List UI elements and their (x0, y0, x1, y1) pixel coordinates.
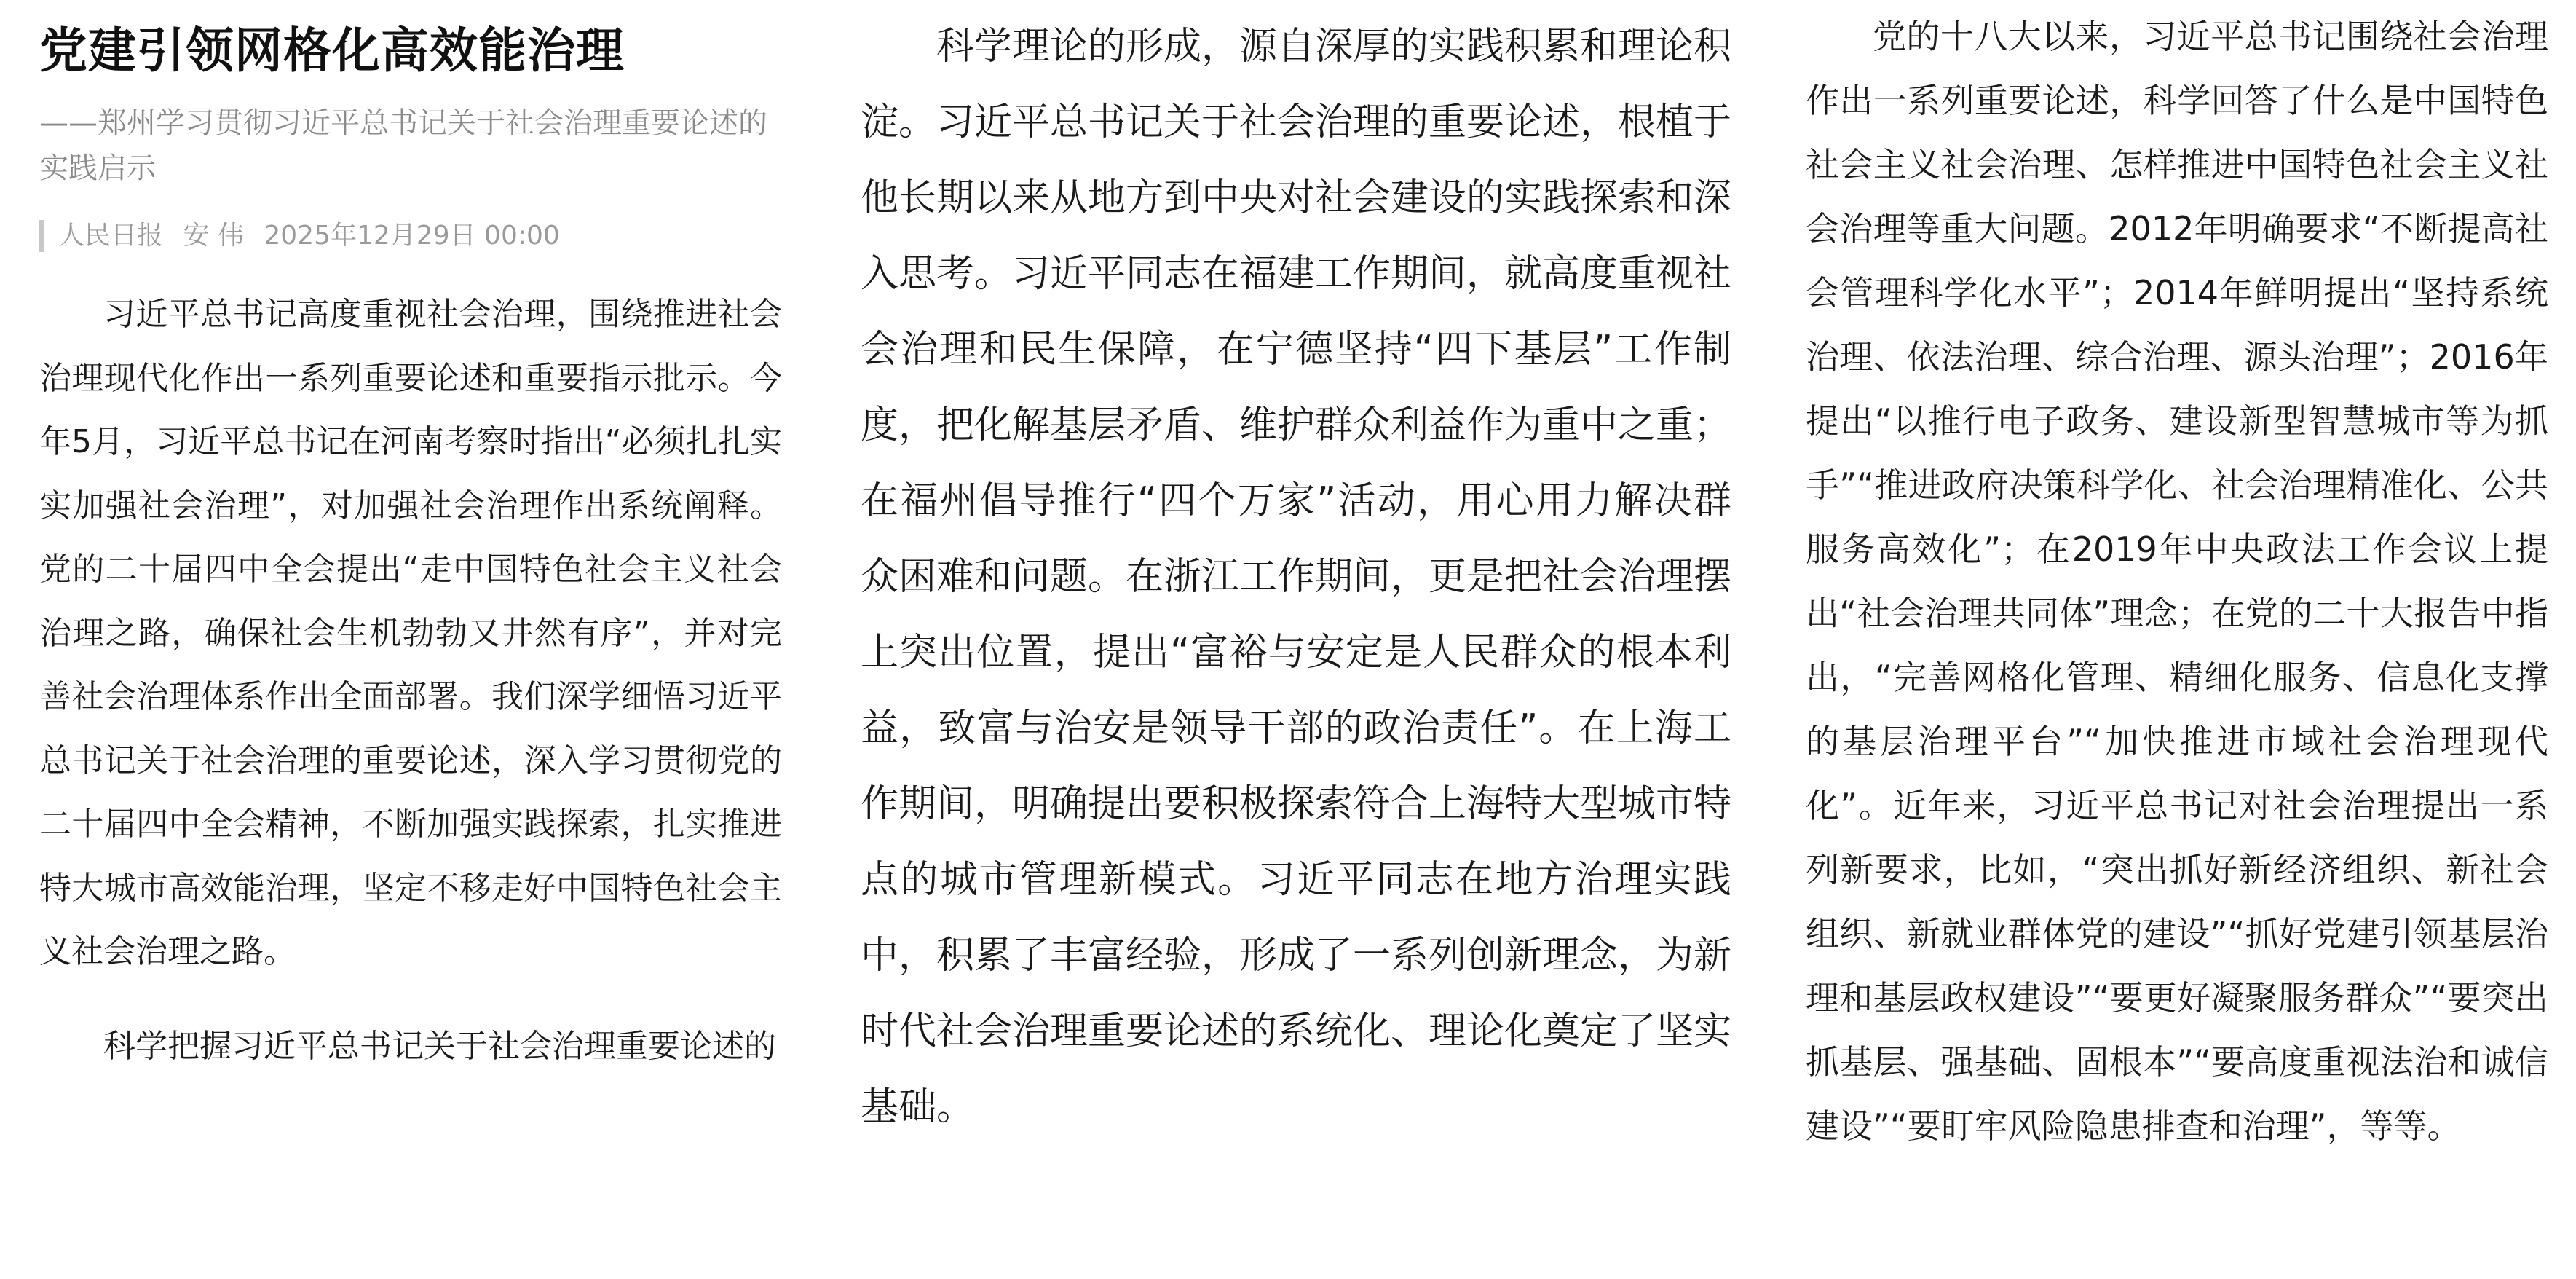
article-author: 安 伟 (183, 221, 244, 251)
article-column-2 (837, 0, 1762, 1279)
article-datetime: 2025年12月29日 00:00 (264, 221, 560, 251)
paragraph-intro: 习近平总书记高度重视社会治理，围绕推进社会治理现代化作出一系列重要论述和重要指示批示。今年5月，习近平总书记在河南考察时指出“必须扎扎实实加强社会治理”，对加强社会治理作出系统阐释。党的二十届四中全会提出“走中国特色社会主义社会治理之路，确保社会生机勃勃又井然有序”，并对完善社会治理体系作出全面部署。我们深学细悟习近平总书记关于社会治理的重要论述，深入学习贯彻党的二十届四中全会精神，不断加强实践探索，扎实推进特大城市高效能治理，坚定不移走好中国特色社会主义社会治理之路。 (39, 296, 782, 970)
article-title: 党建引领网格化高效能治理 (39, 23, 625, 79)
article-source[interactable]: 人民日报 (58, 221, 164, 251)
paragraph-theory-origin: 科学理论的形成，源自深厚的实践积累和理论积淀。习近平总书记关于社会治理的重要论述，根植于他长期以来从地方到中央对社会建设的实践探索和深入思考。习近平同志在福建工作期间，就高度重视社会治理和民生保障，在宁德坚持“四下基层”工作制度，把化解基层矛盾、维护群众利益作为重中之重；在福州倡导推行“四个万家”活动，用心用力解决群众困难和问题。在浙江工作期间，更是把社会治理摆上突出位置，提出“富裕与安定是人民群众的根本利益，致富与治安是领导干部的政治责任”。在上海工作期间，明确提出要积极探索符合上海特大型城市特点的城市管理新模式。习近平同志在地方治理实践中，积累了丰富经验，形成了一系列创新理念，为新时代社会治理重要论述的系统化、理论化奠定了坚实基础。 (861, 25, 1732, 1129)
article-column-1 (0, 0, 837, 1279)
article-meta (39, 220, 782, 252)
article-body-col1 (39, 283, 782, 1078)
article-subtitle: ——郑州学习贯彻习近平总书记关于社会治理重要论述的实践启示 (39, 106, 767, 185)
paragraph-section-lead: 科学把握习近平总书记关于社会治理重要论述的 (103, 1027, 776, 1065)
paragraph-since-18th-congress: 党的十八大以来，习近平总书记围绕社会治理作出一系列重要论述，科学回答了什么是中国特色社会主义社会治理、怎样推进中国特色社会主义社会治理等重大问题。2012年明确要求“不断提高社会管理科学化水平”；2014年鲜明提出“坚持系统治理、依法治理、综合治理、源头治理”；2016年提出“以推行电子政务、建设新型智慧城市等为抓手”“推进政府决策科学化、社会治理精准化、公共服务高效化”；在2019年中央政法工作会议上提出“社会治理共同体”理念；在党的二十大报告中指出，“完善网格化管理、精细化服务、信息化支撑的基层治理平台”“加快推进市域社会治理现代化”。近年来，习近平总书记对社会治理提出一系列新要求，比如，“突出抓好新经济组织、新社会组织、新就业群体党的建设”“抓好党建引领基层治理和基层政权建设”“要更好凝聚服务群众”“要突出抓基层、强基础、固根本”“要高度重视法治和诚信建设”“要盯牢风险隐患排查和治理”，等等。 (1806, 17, 2548, 1146)
article-column-3 (1762, 0, 2576, 1279)
